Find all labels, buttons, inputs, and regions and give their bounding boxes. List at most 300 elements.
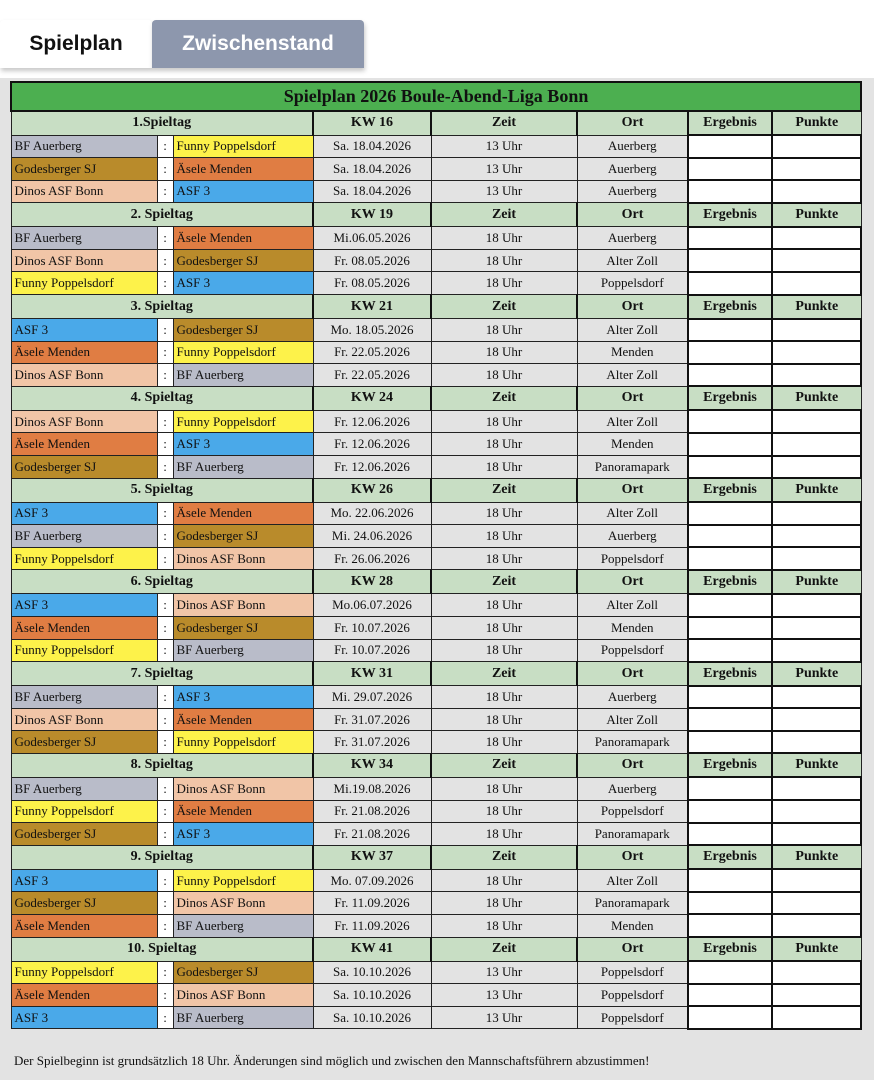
matchday-header-row — [11, 570, 861, 594]
score-separator: : — [157, 158, 173, 181]
score-separator: : — [157, 800, 173, 823]
matchday-header-row — [11, 111, 861, 135]
home-team[interactable]: BF Auerberg — [11, 525, 157, 548]
home-team[interactable]: Godesberger SJ — [11, 731, 157, 754]
away-team[interactable]: ASF 3 — [173, 433, 313, 456]
match-row — [11, 135, 861, 158]
match-time[interactable]: 18 Uhr — [431, 249, 577, 272]
home-team[interactable]: Dinos ASF Bonn — [11, 249, 157, 272]
match-place[interactable]: Poppelsdorf — [577, 984, 688, 1007]
match-place[interactable]: Poppelsdorf — [577, 639, 688, 662]
points-cell[interactable] — [772, 158, 861, 181]
result-cell[interactable] — [688, 708, 772, 731]
points-cell[interactable] — [772, 594, 861, 617]
points-cell[interactable] — [772, 249, 861, 272]
header-ort: Ort — [577, 111, 688, 135]
match-date[interactable]: Fr. 12.06.2026 — [313, 433, 431, 456]
away-team[interactable]: Dinos ASF Bonn — [173, 984, 313, 1007]
match-place[interactable]: Auerberg — [577, 525, 688, 548]
header-zeit: Zeit — [431, 203, 577, 227]
match-date[interactable]: Mo. 22.06.2026 — [313, 502, 431, 525]
match-date[interactable]: Mo.06.07.2026 — [313, 594, 431, 617]
header-zeit: Zeit — [431, 386, 577, 410]
result-cell[interactable] — [688, 869, 772, 892]
result-cell[interactable] — [688, 456, 772, 479]
header-punkte: Punkte — [772, 753, 861, 777]
points-cell[interactable] — [772, 914, 861, 937]
match-place[interactable]: Auerberg — [577, 180, 688, 203]
result-cell[interactable] — [688, 961, 772, 984]
match-row — [11, 410, 861, 433]
calendar-week: KW 16 — [313, 111, 431, 135]
tab-zwischenstand[interactable]: Zwischenstand — [152, 20, 364, 68]
header-punkte: Punkte — [772, 845, 861, 869]
match-time[interactable]: 13 Uhr — [431, 135, 577, 158]
away-team[interactable]: Äsele Menden — [173, 502, 313, 525]
header-ergebnis: Ergebnis — [688, 111, 772, 135]
title-row — [11, 82, 861, 111]
match-row — [11, 341, 861, 364]
match-time[interactable]: 13 Uhr — [431, 180, 577, 203]
result-cell[interactable] — [688, 227, 772, 250]
points-cell[interactable] — [772, 961, 861, 984]
match-time[interactable]: 13 Uhr — [431, 984, 577, 1007]
home-team[interactable]: ASF 3 — [11, 869, 157, 892]
match-time[interactable]: 18 Uhr — [431, 914, 577, 937]
calendar-week: KW 24 — [313, 386, 431, 410]
matchday-label: 4. Spieltag — [11, 386, 313, 410]
away-team[interactable]: Funny Poppelsdorf — [173, 869, 313, 892]
match-time[interactable]: 18 Uhr — [431, 708, 577, 731]
match-time[interactable]: 18 Uhr — [431, 731, 577, 754]
calendar-week: KW 41 — [313, 937, 431, 961]
score-separator: : — [157, 869, 173, 892]
match-time[interactable]: 18 Uhr — [431, 617, 577, 640]
away-team[interactable]: Dinos ASF Bonn — [173, 547, 313, 570]
match-row — [11, 227, 861, 250]
match-date[interactable]: Fr. 11.09.2026 — [313, 914, 431, 937]
match-date[interactable]: Mi. 24.06.2026 — [313, 525, 431, 548]
score-separator: : — [157, 456, 173, 479]
away-team[interactable]: ASF 3 — [173, 180, 313, 203]
match-place[interactable]: Menden — [577, 433, 688, 456]
points-cell[interactable] — [772, 341, 861, 364]
score-separator: : — [157, 410, 173, 433]
result-cell[interactable] — [688, 410, 772, 433]
match-time[interactable]: 18 Uhr — [431, 823, 577, 846]
away-team[interactable]: Äsele Menden — [173, 800, 313, 823]
match-place[interactable]: Alter Zoll — [577, 708, 688, 731]
match-place[interactable]: Panoramapark — [577, 823, 688, 846]
away-team[interactable]: Godesberger SJ — [173, 319, 313, 342]
home-team[interactable]: Funny Poppelsdorf — [11, 547, 157, 570]
match-date[interactable]: Mi.06.05.2026 — [313, 227, 431, 250]
points-cell[interactable] — [772, 227, 861, 250]
away-team[interactable]: Funny Poppelsdorf — [173, 135, 313, 158]
score-separator: : — [157, 135, 173, 158]
match-date[interactable]: Mo. 18.05.2026 — [313, 319, 431, 342]
away-team[interactable]: ASF 3 — [173, 686, 313, 709]
match-time[interactable]: 18 Uhr — [431, 547, 577, 570]
match-place[interactable]: Panoramapark — [577, 892, 688, 915]
score-separator: : — [157, 984, 173, 1007]
match-place[interactable]: Auerberg — [577, 777, 688, 800]
score-separator: : — [157, 892, 173, 915]
points-cell[interactable] — [772, 272, 861, 295]
match-row — [11, 731, 861, 754]
match-date[interactable]: Sa. 10.10.2026 — [313, 1006, 431, 1029]
match-place[interactable]: Alter Zoll — [577, 410, 688, 433]
header-zeit: Zeit — [431, 845, 577, 869]
score-separator: : — [157, 639, 173, 662]
header-ergebnis: Ergebnis — [688, 386, 772, 410]
home-team[interactable]: Godesberger SJ — [11, 456, 157, 479]
match-row — [11, 984, 861, 1007]
match-place[interactable]: Alter Zoll — [577, 364, 688, 387]
header-ergebnis: Ergebnis — [688, 937, 772, 961]
calendar-week: KW 28 — [313, 570, 431, 594]
match-time[interactable]: 18 Uhr — [431, 341, 577, 364]
home-team[interactable]: ASF 3 — [11, 594, 157, 617]
match-place[interactable]: Menden — [577, 914, 688, 937]
header-zeit: Zeit — [431, 570, 577, 594]
matchday-label: 3. Spieltag — [11, 295, 313, 319]
points-cell[interactable] — [772, 180, 861, 203]
calendar-week: KW 34 — [313, 753, 431, 777]
result-cell[interactable] — [688, 525, 772, 548]
away-team[interactable]: ASF 3 — [173, 272, 313, 295]
points-cell[interactable] — [772, 1006, 861, 1029]
points-cell[interactable] — [772, 135, 861, 158]
match-date[interactable]: Fr. 31.07.2026 — [313, 731, 431, 754]
match-row — [11, 594, 861, 617]
tab-spielplan[interactable]: Spielplan — [0, 20, 152, 68]
away-team[interactable]: BF Auerberg — [173, 914, 313, 937]
score-separator: : — [157, 433, 173, 456]
points-cell[interactable] — [772, 708, 861, 731]
result-cell[interactable] — [688, 158, 772, 181]
header-zeit: Zeit — [431, 295, 577, 319]
home-team[interactable]: ASF 3 — [11, 1006, 157, 1029]
result-cell[interactable] — [688, 364, 772, 387]
match-row — [11, 639, 861, 662]
calendar-week: KW 21 — [313, 295, 431, 319]
match-row — [11, 708, 861, 731]
points-cell[interactable] — [772, 547, 861, 570]
away-team[interactable]: Funny Poppelsdorf — [173, 731, 313, 754]
points-cell[interactable] — [772, 777, 861, 800]
match-date[interactable]: Sa. 10.10.2026 — [313, 961, 431, 984]
score-separator: : — [157, 502, 173, 525]
matchday-label: 9. Spieltag — [11, 845, 313, 869]
match-time[interactable]: 13 Uhr — [431, 1006, 577, 1029]
header-ergebnis: Ergebnis — [688, 478, 772, 502]
score-separator: : — [157, 777, 173, 800]
home-team[interactable]: Funny Poppelsdorf — [11, 800, 157, 823]
match-row — [11, 364, 861, 387]
away-team[interactable]: Dinos ASF Bonn — [173, 777, 313, 800]
header-ort: Ort — [577, 203, 688, 227]
score-separator: : — [157, 708, 173, 731]
away-team[interactable]: Funny Poppelsdorf — [173, 341, 313, 364]
match-date[interactable]: Fr. 12.06.2026 — [313, 456, 431, 479]
result-cell[interactable] — [688, 594, 772, 617]
match-row — [11, 547, 861, 570]
home-team[interactable]: BF Auerberg — [11, 777, 157, 800]
points-cell[interactable] — [772, 364, 861, 387]
away-team[interactable]: BF Auerberg — [173, 1006, 313, 1029]
away-team[interactable]: Äsele Menden — [173, 158, 313, 181]
match-place[interactable]: Alter Zoll — [577, 319, 688, 342]
match-time[interactable]: 13 Uhr — [431, 961, 577, 984]
score-separator: : — [157, 547, 173, 570]
home-team[interactable]: Äsele Menden — [11, 433, 157, 456]
score-separator: : — [157, 617, 173, 640]
result-cell[interactable] — [688, 892, 772, 915]
match-place[interactable]: Poppelsdorf — [577, 1006, 688, 1029]
header-ort: Ort — [577, 295, 688, 319]
match-time[interactable]: 18 Uhr — [431, 433, 577, 456]
match-time[interactable]: 18 Uhr — [431, 272, 577, 295]
calendar-week: KW 37 — [313, 845, 431, 869]
match-date[interactable]: Fr. 21.08.2026 — [313, 800, 431, 823]
home-team[interactable]: Dinos ASF Bonn — [11, 708, 157, 731]
points-cell[interactable] — [772, 731, 861, 754]
result-cell[interactable] — [688, 731, 772, 754]
home-team[interactable]: Funny Poppelsdorf — [11, 639, 157, 662]
result-cell[interactable] — [688, 823, 772, 846]
home-team[interactable]: ASF 3 — [11, 319, 157, 342]
header-zeit: Zeit — [431, 662, 577, 686]
calendar-week: KW 26 — [313, 478, 431, 502]
match-place[interactable]: Alter Zoll — [577, 594, 688, 617]
match-place[interactable]: Alter Zoll — [577, 502, 688, 525]
home-team[interactable]: Äsele Menden — [11, 617, 157, 640]
match-time[interactable]: 18 Uhr — [431, 594, 577, 617]
match-row — [11, 319, 861, 342]
score-separator: : — [157, 364, 173, 387]
result-cell[interactable] — [688, 249, 772, 272]
away-team[interactable]: Godesberger SJ — [173, 249, 313, 272]
points-cell[interactable] — [772, 892, 861, 915]
home-team[interactable]: Dinos ASF Bonn — [11, 364, 157, 387]
match-row — [11, 686, 861, 709]
home-team[interactable]: Godesberger SJ — [11, 892, 157, 915]
away-team[interactable]: BF Auerberg — [173, 456, 313, 479]
match-time[interactable]: 18 Uhr — [431, 525, 577, 548]
result-cell[interactable] — [688, 800, 772, 823]
matchday-label: 5. Spieltag — [11, 478, 313, 502]
match-date[interactable]: Fr. 26.06.2026 — [313, 547, 431, 570]
result-cell[interactable] — [688, 984, 772, 1007]
home-team[interactable]: ASF 3 — [11, 502, 157, 525]
match-row — [11, 617, 861, 640]
away-team[interactable]: ASF 3 — [173, 823, 313, 846]
points-cell[interactable] — [772, 617, 861, 640]
match-date[interactable]: Mi.19.08.2026 — [313, 777, 431, 800]
home-team[interactable]: Godesberger SJ — [11, 823, 157, 846]
match-date[interactable]: Fr. 31.07.2026 — [313, 708, 431, 731]
matchday-header-row — [11, 753, 861, 777]
match-date[interactable]: Sa. 10.10.2026 — [313, 984, 431, 1007]
calendar-week: KW 19 — [313, 203, 431, 227]
home-team[interactable]: Äsele Menden — [11, 914, 157, 937]
match-place[interactable]: Poppelsdorf — [577, 961, 688, 984]
home-team[interactable]: Godesberger SJ — [11, 158, 157, 181]
score-separator: : — [157, 823, 173, 846]
match-date[interactable]: Mi. 29.07.2026 — [313, 686, 431, 709]
home-team[interactable]: Funny Poppelsdorf — [11, 272, 157, 295]
schedule-table — [10, 81, 862, 1030]
score-separator: : — [157, 525, 173, 548]
home-team[interactable]: Dinos ASF Bonn — [11, 410, 157, 433]
away-team[interactable]: Funny Poppelsdorf — [173, 410, 313, 433]
match-time[interactable]: 18 Uhr — [431, 456, 577, 479]
match-row — [11, 433, 861, 456]
home-team[interactable]: Dinos ASF Bonn — [11, 180, 157, 203]
match-date[interactable]: Fr. 10.07.2026 — [313, 639, 431, 662]
match-date[interactable]: Fr. 12.06.2026 — [313, 410, 431, 433]
result-cell[interactable] — [688, 914, 772, 937]
points-cell[interactable] — [772, 410, 861, 433]
header-ort: Ort — [577, 845, 688, 869]
points-cell[interactable] — [772, 456, 861, 479]
result-cell[interactable] — [688, 319, 772, 342]
match-date[interactable]: Fr. 22.05.2026 — [313, 341, 431, 364]
away-team[interactable]: Äsele Menden — [173, 227, 313, 250]
match-time[interactable]: 18 Uhr — [431, 410, 577, 433]
result-cell[interactable] — [688, 1006, 772, 1029]
matchday-header-row — [11, 478, 861, 502]
match-time[interactable]: 18 Uhr — [431, 227, 577, 250]
match-row — [11, 892, 861, 915]
match-row — [11, 456, 861, 479]
match-time[interactable]: 18 Uhr — [431, 869, 577, 892]
match-time[interactable]: 18 Uhr — [431, 364, 577, 387]
match-time[interactable]: 18 Uhr — [431, 800, 577, 823]
match-time[interactable]: 18 Uhr — [431, 319, 577, 342]
match-place[interactable]: Poppelsdorf — [577, 547, 688, 570]
score-separator: : — [157, 1006, 173, 1029]
match-row — [11, 158, 861, 181]
match-date[interactable]: Sa. 18.04.2026 — [313, 180, 431, 203]
home-team[interactable]: BF Auerberg — [11, 135, 157, 158]
away-team[interactable]: Dinos ASF Bonn — [173, 594, 313, 617]
away-team[interactable]: Godesberger SJ — [173, 961, 313, 984]
matchday-label: 10. Spieltag — [11, 937, 313, 961]
match-date[interactable]: Sa. 18.04.2026 — [313, 158, 431, 181]
match-place[interactable]: Alter Zoll — [577, 869, 688, 892]
match-place[interactable]: Alter Zoll — [577, 249, 688, 272]
result-cell[interactable] — [688, 272, 772, 295]
score-separator: : — [157, 686, 173, 709]
points-cell[interactable] — [772, 525, 861, 548]
away-team[interactable]: BF Auerberg — [173, 639, 313, 662]
match-time[interactable]: 18 Uhr — [431, 502, 577, 525]
points-cell[interactable] — [772, 800, 861, 823]
match-place[interactable]: Panoramapark — [577, 456, 688, 479]
match-place[interactable]: Menden — [577, 617, 688, 640]
score-separator: : — [157, 180, 173, 203]
match-time[interactable]: 18 Uhr — [431, 892, 577, 915]
points-cell[interactable] — [772, 823, 861, 846]
match-time[interactable]: 18 Uhr — [431, 639, 577, 662]
match-place[interactable]: Panoramapark — [577, 731, 688, 754]
score-separator: : — [157, 249, 173, 272]
match-time[interactable]: 18 Uhr — [431, 777, 577, 800]
result-cell[interactable] — [688, 547, 772, 570]
matchday-header-row — [11, 203, 861, 227]
match-date[interactable]: Fr. 08.05.2026 — [313, 272, 431, 295]
result-cell[interactable] — [688, 639, 772, 662]
points-cell[interactable] — [772, 319, 861, 342]
result-cell[interactable] — [688, 777, 772, 800]
home-team[interactable]: Äsele Menden — [11, 984, 157, 1007]
calendar-week: KW 31 — [313, 662, 431, 686]
away-team[interactable]: Godesberger SJ — [173, 525, 313, 548]
match-date[interactable]: Fr. 10.07.2026 — [313, 617, 431, 640]
result-cell[interactable] — [688, 686, 772, 709]
result-cell[interactable] — [688, 433, 772, 456]
result-cell[interactable] — [688, 341, 772, 364]
match-place[interactable]: Auerberg — [577, 135, 688, 158]
match-place[interactable]: Menden — [577, 341, 688, 364]
footnote: Der Spielbeginn ist grundsätzlich 18 Uhr. Änderungen sind möglich und zwischen den Mannschaftsführern abzustimmen! — [14, 1053, 650, 1068]
match-place[interactable]: Poppelsdorf — [577, 272, 688, 295]
match-date[interactable]: Fr. 22.05.2026 — [313, 364, 431, 387]
match-place[interactable]: Auerberg — [577, 227, 688, 250]
match-place[interactable]: Poppelsdorf — [577, 800, 688, 823]
result-cell[interactable] — [688, 502, 772, 525]
away-team[interactable]: Godesberger SJ — [173, 617, 313, 640]
header-punkte: Punkte — [772, 937, 861, 961]
match-date[interactable]: Fr. 21.08.2026 — [313, 823, 431, 846]
home-team[interactable]: BF Auerberg — [11, 686, 157, 709]
points-cell[interactable] — [772, 686, 861, 709]
home-team[interactable]: Äsele Menden — [11, 341, 157, 364]
match-date[interactable]: Fr. 11.09.2026 — [313, 892, 431, 915]
matchday-header-row — [11, 295, 861, 319]
match-date[interactable]: Sa. 18.04.2026 — [313, 135, 431, 158]
result-cell[interactable] — [688, 135, 772, 158]
points-cell[interactable] — [772, 984, 861, 1007]
match-date[interactable]: Mo. 07.09.2026 — [313, 869, 431, 892]
away-team[interactable]: Dinos ASF Bonn — [173, 892, 313, 915]
result-cell[interactable] — [688, 617, 772, 640]
header-ort: Ort — [577, 570, 688, 594]
score-separator: : — [157, 272, 173, 295]
home-team[interactable]: BF Auerberg — [11, 227, 157, 250]
home-team[interactable]: Funny Poppelsdorf — [11, 961, 157, 984]
match-row — [11, 777, 861, 800]
away-team[interactable]: Äsele Menden — [173, 708, 313, 731]
points-cell[interactable] — [772, 869, 861, 892]
match-date[interactable]: Fr. 08.05.2026 — [313, 249, 431, 272]
header-punkte: Punkte — [772, 662, 861, 686]
points-cell[interactable] — [772, 502, 861, 525]
result-cell[interactable] — [688, 180, 772, 203]
matchday-label: 2. Spieltag — [11, 203, 313, 227]
score-separator: : — [157, 319, 173, 342]
points-cell[interactable] — [772, 639, 861, 662]
match-place[interactable]: Auerberg — [577, 158, 688, 181]
header-ergebnis: Ergebnis — [688, 662, 772, 686]
match-time[interactable]: 13 Uhr — [431, 158, 577, 181]
match-time[interactable]: 18 Uhr — [431, 686, 577, 709]
match-place[interactable]: Auerberg — [577, 686, 688, 709]
points-cell[interactable] — [772, 433, 861, 456]
away-team[interactable]: BF Auerberg — [173, 364, 313, 387]
